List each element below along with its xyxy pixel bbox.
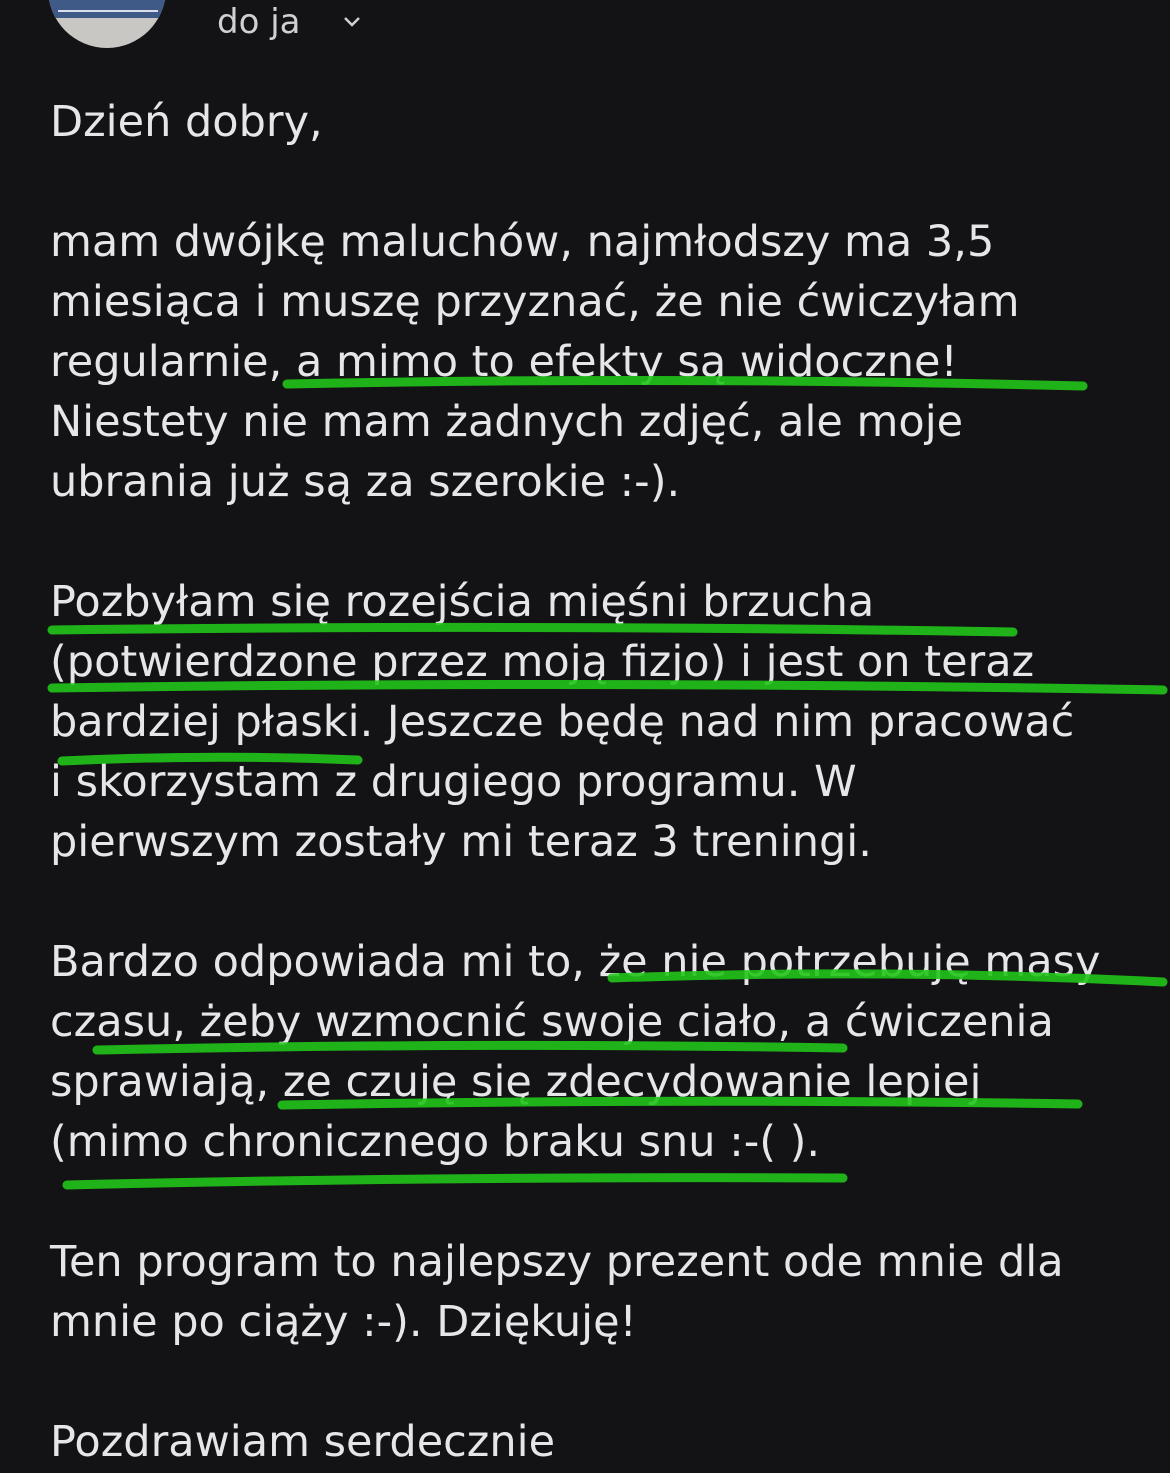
message-body — [50, 92, 1101, 1472]
message-line: Bardzo odpowiada mi to, że nie potrzebuję masy — [50, 937, 1101, 987]
message-line: miesiąca i muszę przyznać, że nie ćwiczyłam — [50, 277, 1020, 327]
message-line: Niestety nie mam żadnych zdjęć, ale moje — [50, 397, 964, 447]
message-line: regularnie, a mimo to efekty są widoczne! — [50, 337, 958, 387]
message-line: (mimo chronicznego braku snu :-( ). — [50, 1117, 821, 1167]
message-line: mnie po ciąży :-). Dziękuję! — [50, 1297, 637, 1347]
message-line: (potwierdzone przez moją fizjo) i jest on teraz — [50, 637, 1035, 687]
message-line: sprawiają, ze czuję się zdecydowanie lepiej — [50, 1057, 982, 1107]
message-line: mam dwójkę maluchów, najmłodszy ma 3,5 — [50, 217, 995, 267]
message-line: pierwszym zostały mi teraz 3 treningi. — [50, 817, 872, 867]
message-line: Pozdrawiam serdecznie — [50, 1417, 556, 1467]
sender-avatar[interactable] — [48, 0, 166, 48]
recipient-label: do ja — [217, 2, 301, 42]
message-line: Ten program to najlepszy prezent ode mnie dla — [50, 1237, 1064, 1287]
message-line: ubrania już są za szerokie :-). — [50, 457, 681, 507]
message-line: i skorzystam z drugiego programu. W — [50, 757, 857, 807]
message-line: Dzień dobry, — [50, 97, 323, 147]
message-line: Pozbyłam się rozejścia mięśni brzucha — [50, 577, 875, 627]
message-line: bardziej płaski. Jeszcze będę nad nim pracować — [50, 697, 1075, 747]
chevron-down-icon[interactable] — [342, 12, 362, 32]
message-line: czasu, żeby wzmocnić swoje ciało, a ćwiczenia — [50, 997, 1054, 1047]
